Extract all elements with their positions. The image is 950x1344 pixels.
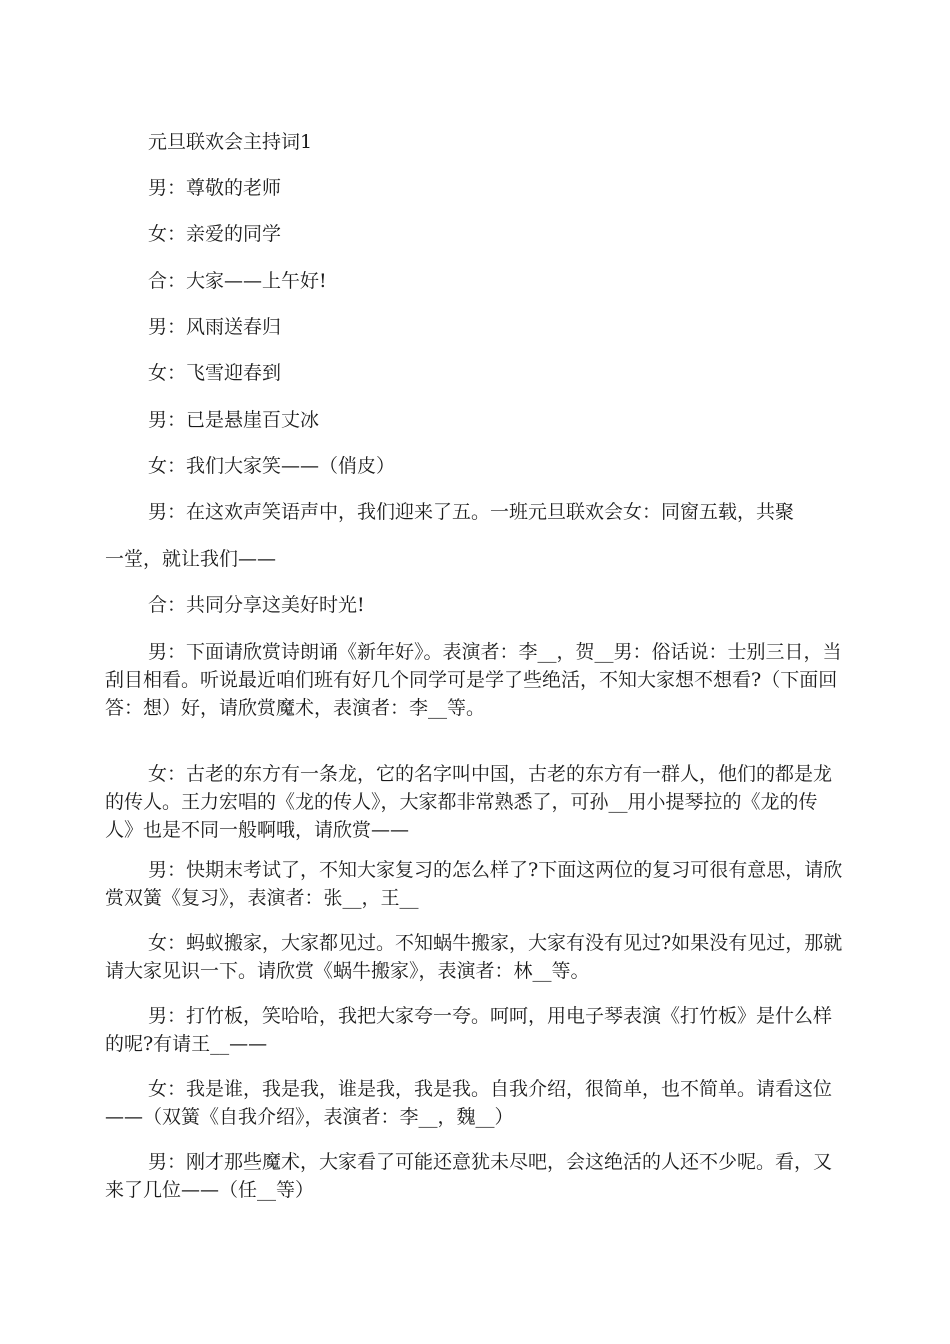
script-paragraph: 男：下面请欣赏诗朗诵《新年好》。表演者：李__，贺__男：俗话说：士别三日，当刮目相看。听说最近咱们班有好几个同学可是学了些绝活，不知大家想不想看?（下面回答：想）好，请欣赏魔术，表演者：李__等。 xyxy=(105,641,842,719)
script-line: 女：飞雪迎春到 xyxy=(148,362,282,384)
script-line: 女：亲爱的同学 xyxy=(148,223,282,245)
script-paragraph: 男：打竹板，笑哈哈，我把大家夸一夸。呵呵，用电子琴表演《打竹板》是什么样的呢?有请王__—— xyxy=(105,1005,833,1055)
script-line: 合：共同分享这美好时光! xyxy=(148,594,365,616)
script-paragraph: 男：快期末考试了，不知大家复习的怎么样了?下面这两位的复习可很有意思，请欣赏双簧《复习》，表演者：张__，王__ xyxy=(105,859,843,909)
script-line: 女：我们大家笑——（俏皮） xyxy=(148,455,396,477)
script-paragraph: 女：我是谁，我是我，谁是我，我是我。自我介绍，很简单，也不简单。请看这位——（双簧《自我介绍》，表演者：李__，魏__） xyxy=(105,1078,833,1128)
script-line: 男：尊敬的老师 xyxy=(148,177,282,199)
document-title: 元旦联欢会主持词1 xyxy=(148,131,313,153)
script-paragraph: 男：刚才那些魔术，大家看了可能还意犹未尽吧，会这绝活的人还不少呢。看，又来了几位——（任__等） xyxy=(105,1151,833,1201)
script-line: 男：风雨送春归 xyxy=(148,316,282,338)
script-paragraph: 女：古老的东方有一条龙，它的名字叫中国，古老的东方有一群人，他们的都是龙的传人。王力宏唱的《龙的传人》，大家都非常熟悉了，可孙__用小提琴拉的《龙的传人》也是不同一般啊哦，请欣赏—— xyxy=(105,763,833,841)
script-line: 男：已是悬崖百丈冰 xyxy=(148,409,320,431)
script-line-wrapped-start: 男：在这欢声笑语声中，我们迎来了五。一班元旦联欢会女：同窗五载，共聚 xyxy=(148,501,795,523)
script-line: 合：大家——上午好! xyxy=(148,270,327,292)
script-line-wrapped-end: 一堂，就让我们—— xyxy=(105,548,277,570)
script-paragraph: 女：蚂蚁搬家，大家都见过。不知蜗牛搬家，大家有没有见过?如果没有见过，那就请大家见识一下。请欣赏《蜗牛搬家》，表演者：林__等。 xyxy=(105,932,843,982)
